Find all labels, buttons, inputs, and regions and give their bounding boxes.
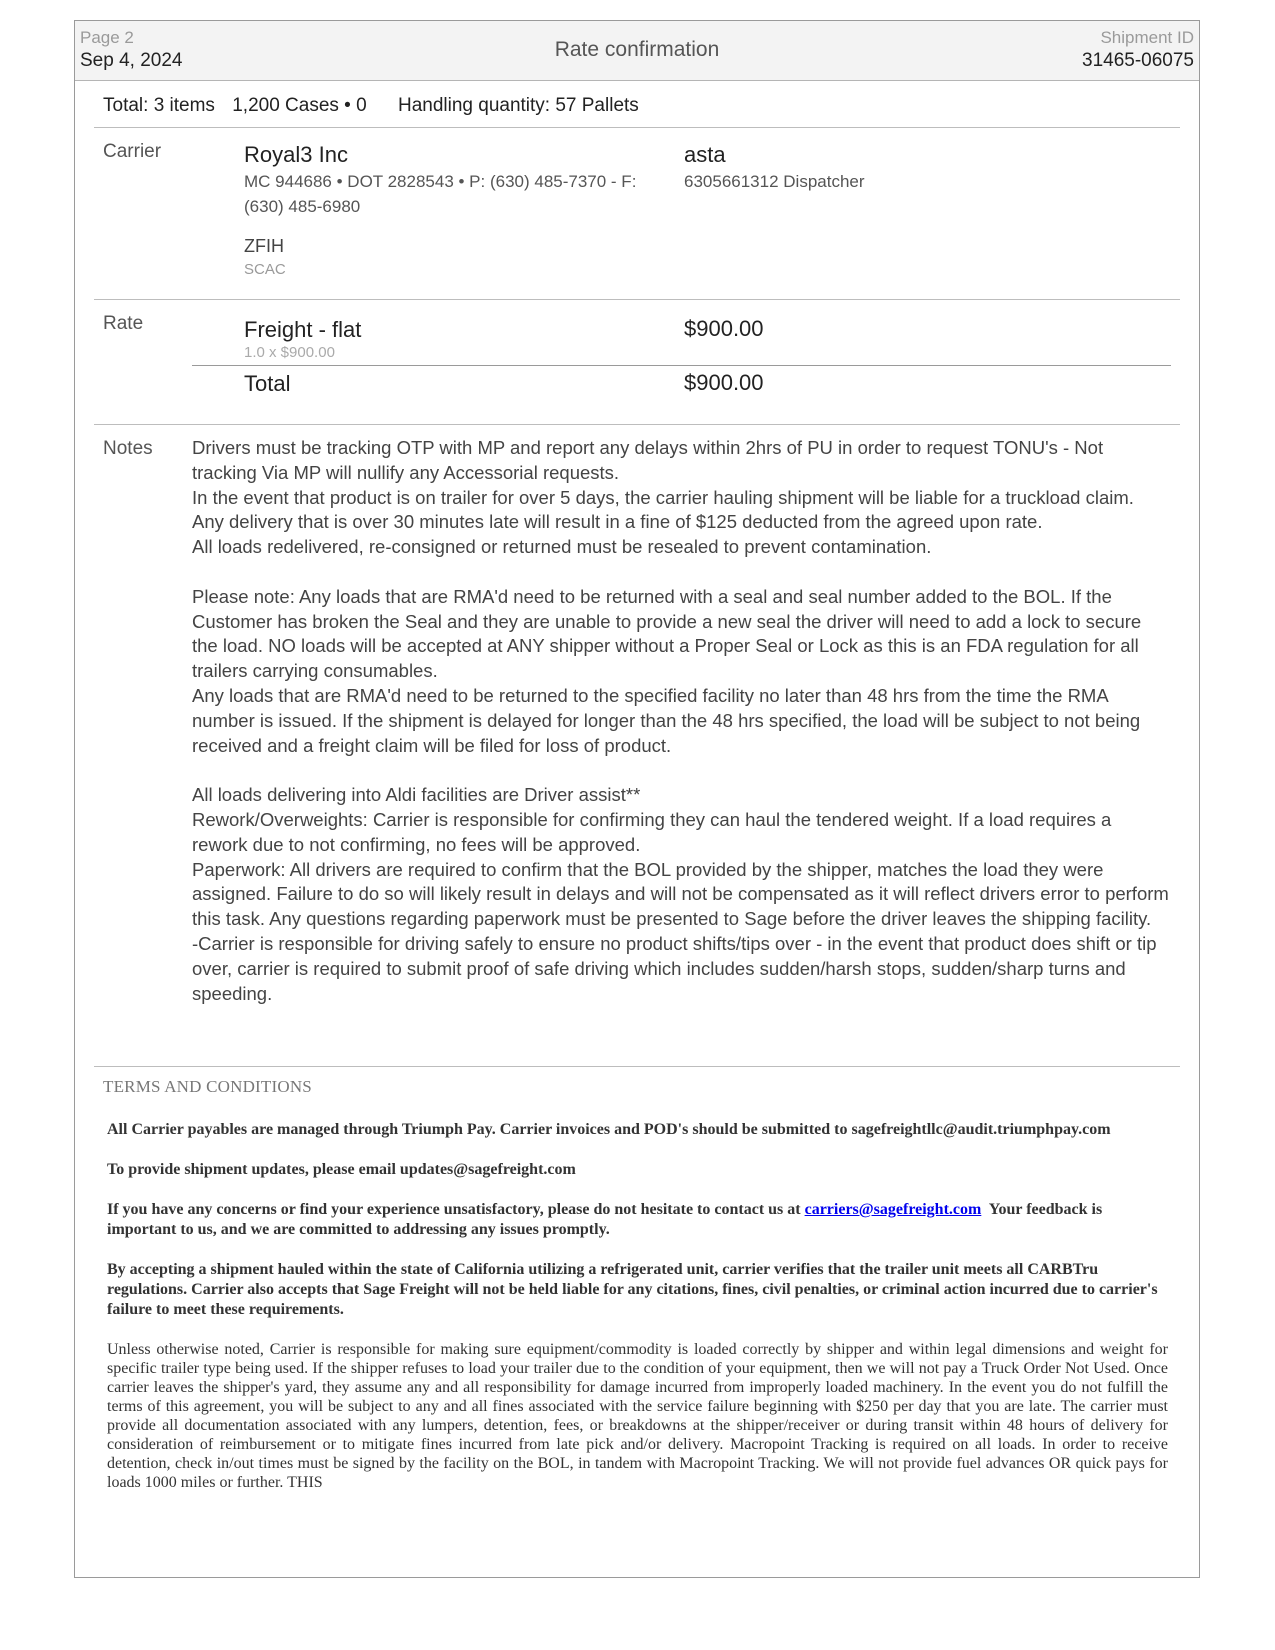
rate-line-amount: $900.00 [684,316,764,341]
note-line: -Carrier is responsible for driving safely to ensure no product shifts/tips over - in the event that product does shift or tip over, carrier is required to submit proof of safe driving which includes sudden/harsh stops, sudden/sharp turns and speeding. [192,932,1157,1004]
note-spacer [192,758,1170,783]
rate-label: Rate [103,313,144,334]
page-content [94,81,1180,1492]
handling-quantity: Handling quantity: 57 Pallets [397,95,639,116]
note-line: All loads delivering into Aldi facilities are Driver assist** [192,784,641,806]
total-items: Total: 3 items [103,95,215,116]
scac-label: SCAC [244,261,286,278]
carrier-contact [684,141,1124,194]
document-date: Sep 4, 2024 [80,50,183,71]
note-line: In the event that product is on trailer for over 5 days, the carrier hauling shipment will be liable for a truckload claim. [192,486,1134,508]
carriers-email-link[interactable]: carriers@sagefreight.com [804,1201,982,1218]
terms-concerns-text: If you have any concerns or find your experience unsatisfactory, please do not hesitate to contact us at [107,1201,801,1218]
rate-total-amount: $900.00 [684,370,764,395]
carrier-info [244,141,664,281]
contact-details: 6305661312 Dispatcher [684,172,865,191]
note-line: Please note: Any loads that are RMA'd need to be returned with a seal and seal number added to the BOL. If the Customer has broken the Seal and they are unable to provide a new seal the driver will need to add a lock to secure the load. NO loads will be accepted at ANY shipper without a Proper Seal or Lock as this is an FDA regulation for all trailers carrying consumables. [192,585,1142,682]
note-line: Rework/Overweights: Carrier is responsible for confirming they can haul the tendered weight. If a load requires a rework due to not confirming, no fees will be approved. [192,808,1112,855]
totals-row [94,81,1180,128]
notes-body [192,436,1170,1006]
terms-concerns [107,1200,1168,1240]
terms-payables: All Carrier payables are managed through Triumph Pay. Carrier invoices and POD's should be submitted to sagefreightllc@audit.triumphpay.com [107,1121,1111,1138]
terms-heading: TERMS AND CONDITIONS [103,1077,312,1096]
page-header [75,21,1199,81]
note-spacer [192,560,1170,585]
contact-name: asta [684,142,726,167]
header-right [1082,28,1194,74]
page-number: Page 2 [80,28,134,47]
notes-label: Notes [103,438,153,459]
terms-general: Unless otherwise noted, Carrier is responsible for making sure equipment/commodity is loaded correctly by shipper and within legal dimensions and weight for specific trailer type being used. If the shipper refuses to load your trailer due to the condition of your equipment, then we will not pay a Truck Order Not Used. Once carrier leaves the shipper's yard, they assume any and all responsibility for damage incurred from improperly loaded machinery. In the event you do not fulfill the terms of this agreement, you will be subject to any and all fines associated with the service failure beginning with $250 per day that you are late. The carrier must provide all documentation associated with any lumpers, detention, fees, or breakdowns at the shipper/receiver or during transit within 48 hours of delivery for consideration of reimbursement or to mitigate fines incurred from late pick and/or delivery. Macropoint Tracking is required on all loads. In order to receive detention, check in/out times must be signed by the facility on the BOL, in tandem with Macropoint Tracking. We will not provide fuel advances OR quick pays for loads 1000 miles or further. THIS [107,1341,1168,1491]
document-page [74,20,1200,1578]
note-line: Paperwork: All drivers are required to confirm that the BOL provided by the shipper, matches the load they were assigned. Failure to do so will likely result in delays and will not be compensated as it will reflect drivers error to perform this task. Any questions regarding paperwork must be presented to Sage before the driver leaves the shipping facility. [192,858,1169,930]
carrier-details: MC 944686 • DOT 2828543 • P: (630) 485-7370 - F: (630) 485-6980 [244,172,637,216]
page-title: Rate confirmation [554,38,720,61]
rate-section [94,300,1180,425]
terms-body [103,1120,1180,1492]
carrier-section [94,128,1180,300]
carrier-name: Royal3 Inc [244,142,348,167]
note-line: All loads redelivered, re-consigned or returned must be resealed to prevent contamination. [192,536,932,558]
rate-line-item [192,316,1171,366]
shipment-id: 31465-06075 [1082,50,1194,71]
rate-total-label: Total [244,371,291,396]
carrier-scac: ZFIH [244,236,284,256]
rate-total-row [192,370,1171,410]
shipment-id-label: Shipment ID [1100,28,1194,47]
terms-california: By accepting a shipment hauled within the state of California utilizing a refrigerated unit, carrier verifies that the trailer unit meets all CARBTru regulations. Carrier also accepts that Sage Freight will not be held liable for any citations, fines, civil penalties, or criminal action incurred due to carrier's failure to meet these requirements. [107,1261,1158,1318]
terms-updates: To provide shipment updates, please email updates@sagefreight.com [107,1161,576,1178]
note-line: Drivers must be tracking OTP with MP and report any delays within 2hrs of PU in order to request TONU's - Not tracking Via MP will nullify any Accessorial requests. [192,437,1104,483]
terms-feedback-text: Your feedback is important to us, and we are committed to addressing any issues promptly. [107,1201,1103,1238]
rate-line-name: Freight - flat [244,317,362,342]
total-cases: 1,200 Cases • 0 [232,95,367,116]
notes-section [94,425,1180,1067]
rate-line-calc: 1.0 x $900.00 [244,344,335,361]
rate-line-desc [244,316,361,362]
terms-section [94,1067,1180,1492]
carrier-label: Carrier [103,141,162,162]
note-line: Any loads that are RMA'd need to be returned to the specified facility no later than 48 hrs from the time the RMA number is issued. If the shipment is delayed for longer than the 48 hrs specified, the load will be subject to not being received and a freight claim will be filed for loss of product. [192,684,1141,756]
note-line: Any delivery that is over 30 minutes late will result in a fine of $125 deducted from the agreed upon rate. [192,511,1043,533]
